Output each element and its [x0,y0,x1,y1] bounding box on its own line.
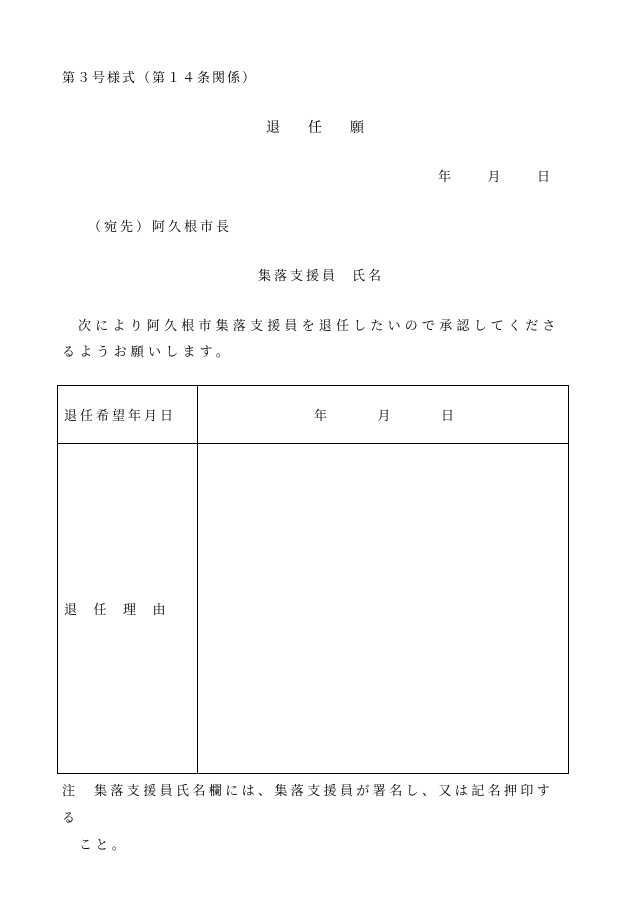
reason-label-char: 任 [93,603,107,618]
addressee: （宛先）阿久根市長 [88,220,233,235]
note-line-2: こと。 [79,838,129,853]
applicant-name-label: 氏名 [352,269,385,284]
reason-field[interactable] [198,444,569,774]
applicant-role: 集落支援員 [258,269,339,284]
table-row [58,444,569,774]
reason-label-char: 理 [123,603,137,618]
applicant-line [258,265,384,284]
desired-date-field[interactable] [198,386,569,444]
date-month-label: 月 [487,170,501,185]
date-day-label: 日 [536,170,550,185]
desired-month-label: 月 [377,409,391,424]
table-row [58,386,569,444]
resignation-form-table [57,385,569,774]
note-line-1: 集落支援員氏名欄には、集落支援員が署名し、又は記名押印する [62,784,554,826]
footnote [62,778,568,859]
reason-label [58,444,198,774]
body-text: 次により阿久根市集落支援員を退任したいので承認してくださるようお願いします。 [62,319,560,360]
form-number: 第３号様式（第１４条関係） [62,71,258,86]
date-year-label: 年 [438,170,452,185]
reason-label-char: 由 [152,603,166,618]
document-title: 退任願 [266,120,392,136]
note-mark: 注 [62,784,76,799]
desired-day-label: 日 [440,409,454,424]
desired-year-label: 年 [314,409,328,424]
submission-date [438,166,550,185]
desired-date-label: 退任希望年月日 [58,386,198,444]
reason-label-char: 退 [64,603,78,618]
